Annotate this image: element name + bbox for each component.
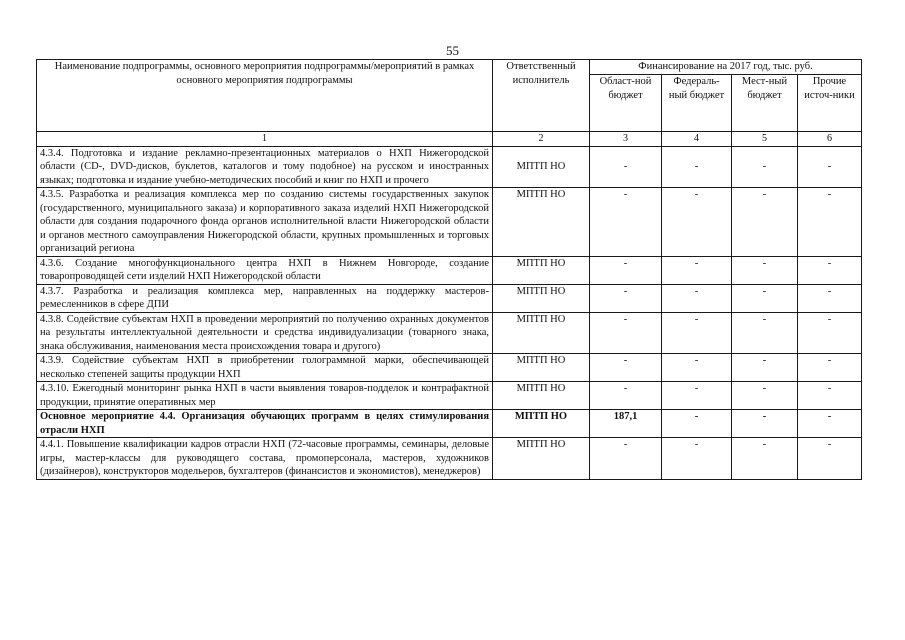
row-regional-budget: - bbox=[590, 354, 662, 382]
row-regional-budget: - bbox=[590, 256, 662, 284]
row-regional-budget: - bbox=[590, 312, 662, 354]
row-description: 4.3.6. Создание многофункционального центра НХП в Нижнем Новгороде, создание товаропроводящей сети изделий НХП Нижегородской области bbox=[37, 256, 493, 284]
row-description: 4.3.4. Подготовка и издание рекламно-презентационных материалов о НХП Нижегородской области (CD-, DVD-дисков, буклетов, каталогов и тому подобное) на русском и иностранных языках; подготовка и издание учебно-методических пособий и книг по НХП и прочего bbox=[37, 146, 493, 188]
row-other-sources: - bbox=[798, 410, 862, 438]
row-other-sources: - bbox=[798, 146, 862, 188]
header-regional-budget: Област-ной бюджет bbox=[590, 75, 662, 132]
row-other-sources: - bbox=[798, 284, 862, 312]
header-other-sources: Прочие источ-ники bbox=[798, 75, 862, 132]
row-local-budget: - bbox=[732, 188, 798, 257]
table-row bbox=[37, 146, 862, 188]
row-other-sources: - bbox=[798, 382, 862, 410]
row-description: Основное мероприятие 4.4. Организация обучающих программ в целях стимулирования отрасли НХП bbox=[37, 410, 493, 438]
header-federal-budget: Федераль-ный бюджет bbox=[662, 75, 732, 132]
col-number: 1 bbox=[37, 132, 493, 147]
row-regional-budget: - bbox=[590, 382, 662, 410]
col-number: 3 bbox=[590, 132, 662, 147]
row-federal-budget: - bbox=[662, 438, 732, 480]
row-description: 4.4.1. Повышение квалификации кадров отрасли НХП (72-часовые программы, семинары, деловые игры, мастер-классы для руководящего состава, промоперсонала, мастеров, художников (дизайнеров), конструкторов модельеров, бухгалтеров (финансистов и экономистов), менеджеров) bbox=[37, 438, 493, 480]
row-regional-budget: - bbox=[590, 146, 662, 188]
row-federal-budget: - bbox=[662, 312, 732, 354]
row-local-budget: - bbox=[732, 256, 798, 284]
row-regional-budget: - bbox=[590, 438, 662, 480]
row-executor: МПТП НО bbox=[493, 188, 590, 257]
row-executor: МПТП НО bbox=[493, 146, 590, 188]
row-description: 4.3.8. Содействие субъектам НХП в проведении мероприятий по получению охранных документов на результаты интеллектуальной деятельности и средства индивидуализации (товарного знака, знака обслуживания, наименования места происхождения товара и другого) bbox=[37, 312, 493, 354]
col-number: 5 bbox=[732, 132, 798, 147]
row-description: 4.3.10. Ежегодный мониторинг рынка НХП в части выявления товаров-подделок и контрафактной продукции, принятие оперативных мер bbox=[37, 382, 493, 410]
row-regional-budget: - bbox=[590, 284, 662, 312]
col-number: 6 bbox=[798, 132, 862, 147]
header-executor: Ответственный исполнитель bbox=[493, 60, 590, 132]
row-regional-budget: - bbox=[590, 188, 662, 257]
row-description: 4.3.7. Разработка и реализация комплекса мер, направленных на поддержку мастеров-ремесленников в сфере ДПИ bbox=[37, 284, 493, 312]
row-executor: МПТП НО bbox=[493, 410, 590, 438]
row-other-sources: - bbox=[798, 312, 862, 354]
header-name: Наименование подпрограммы, основного мероприятия подпрограммы/мероприятий в рамках основного мероприятия подпрограммы bbox=[37, 60, 493, 132]
row-local-budget: - bbox=[732, 410, 798, 438]
header-local-budget: Мест-ный бюджет bbox=[732, 75, 798, 132]
row-other-sources: - bbox=[798, 188, 862, 257]
row-executor: МПТП НО bbox=[493, 284, 590, 312]
table-row bbox=[37, 354, 862, 382]
row-federal-budget: - bbox=[662, 382, 732, 410]
table-row bbox=[37, 284, 862, 312]
financing-table bbox=[36, 59, 862, 480]
row-executor: МПТП НО bbox=[493, 438, 590, 480]
row-other-sources: - bbox=[798, 438, 862, 480]
row-description: 4.3.9. Содействие субъектам НХП в приобретении голограммной марки, обеспечивающей несколько степеней защиты продукции НХП bbox=[37, 354, 493, 382]
row-local-budget: - bbox=[732, 146, 798, 188]
table-row bbox=[37, 312, 862, 354]
col-number: 4 bbox=[662, 132, 732, 147]
header-financing: Финансирование на 2017 год, тыс. руб. bbox=[590, 60, 862, 75]
row-local-budget: - bbox=[732, 438, 798, 480]
row-local-budget: - bbox=[732, 284, 798, 312]
row-local-budget: - bbox=[732, 382, 798, 410]
row-regional-budget: 187,1 bbox=[590, 410, 662, 438]
row-local-budget: - bbox=[732, 312, 798, 354]
row-executor: МПТП НО bbox=[493, 354, 590, 382]
row-local-budget: - bbox=[732, 354, 798, 382]
row-federal-budget: - bbox=[662, 354, 732, 382]
page-number: 55 bbox=[446, 43, 459, 58]
table-row bbox=[37, 438, 862, 480]
row-executor: МПТП НО bbox=[493, 256, 590, 284]
row-federal-budget: - bbox=[662, 284, 732, 312]
row-federal-budget: - bbox=[662, 146, 732, 188]
table-row bbox=[37, 382, 862, 410]
table-row bbox=[37, 188, 862, 257]
row-executor: МПТП НО bbox=[493, 312, 590, 354]
row-federal-budget: - bbox=[662, 256, 732, 284]
table-row bbox=[37, 410, 862, 438]
row-other-sources: - bbox=[798, 354, 862, 382]
table-row bbox=[37, 256, 862, 284]
row-federal-budget: - bbox=[662, 188, 732, 257]
row-federal-budget: - bbox=[662, 410, 732, 438]
col-number: 2 bbox=[493, 132, 590, 147]
row-executor: МПТП НО bbox=[493, 382, 590, 410]
row-description: 4.3.5. Разработка и реализация комплекса мер по созданию системы государственных закупок (государственного, муниципального заказа) и корпоративного заказа изделий НХП Нижегородской области для создания подарочного фонда органов исполнительной власти Нижегородской области и органов местного самоуправления Нижегородской области, крупных промышленных и торговых организаций региона bbox=[37, 188, 493, 257]
row-other-sources: - bbox=[798, 256, 862, 284]
